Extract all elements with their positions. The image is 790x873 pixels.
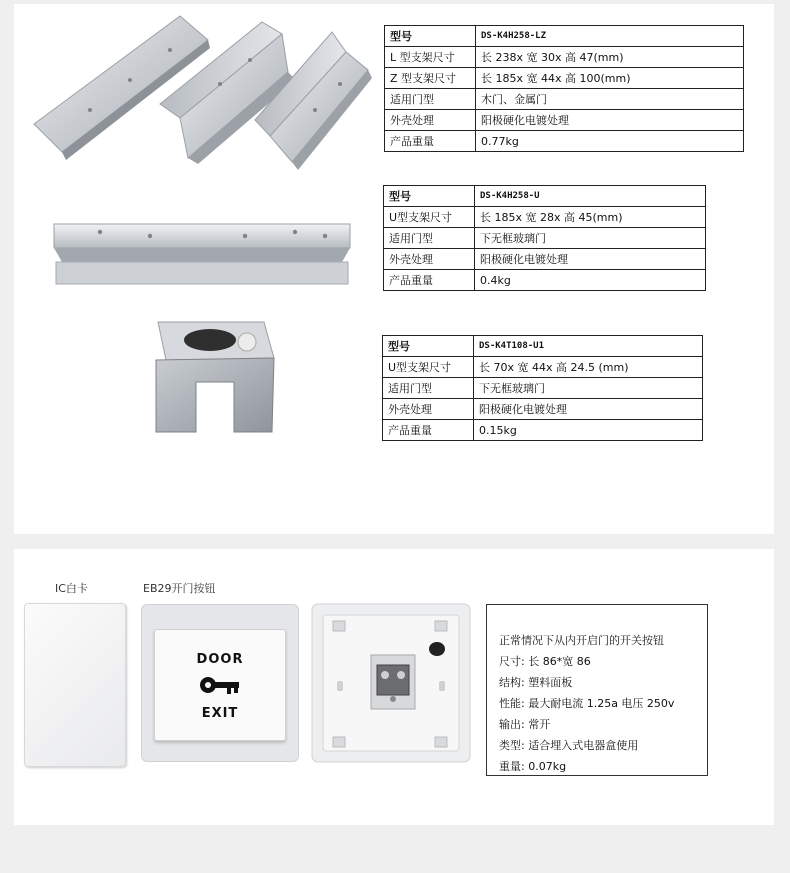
card-caption: IC白卡: [55, 582, 88, 595]
spec-table-u1: 型号 DS-K4T108-U1 U型支架尺寸 长 70x 宽 44x 高 24.5 (mm) 适用门型 下无框玻璃门 外壳处理 阳极硬化电镀处理 产品重量 0.15kg: [382, 335, 703, 441]
description-line: 正常情况下从内开启门的开关按钮: [499, 634, 664, 647]
description-line: 类型: 适合埋入式电器盒使用: [499, 739, 639, 752]
button-caption: EB29开门按钮: [143, 582, 216, 595]
button-face: [154, 629, 286, 741]
ic-card-image: [24, 603, 126, 767]
description-line: 性能: 最大耐电流 1.25a 电压 250v: [499, 697, 675, 710]
key-icon: [199, 674, 241, 696]
description-line: 输出: 常开: [499, 718, 551, 731]
exit-button-front-image: [141, 604, 299, 762]
spec-table-u: 型号 DS-K4H258-U U型支架尺寸 长 185x 宽 28x 高 45(mm) 适用门型 下无框玻璃门 外壳处理 阳极硬化电镀处理 产品重量 0.4kg: [383, 185, 706, 291]
exit-label: EXIT: [201, 706, 239, 721]
button-description: [486, 604, 708, 776]
exit-button-back-image: [311, 603, 471, 763]
description-line: 结构: 塑料面板: [499, 676, 573, 689]
description-line: 尺寸: 长 86*宽 86: [499, 655, 591, 668]
small-u-bracket-image: [152, 318, 277, 436]
description-line: 重量: 0.07kg: [499, 760, 567, 773]
door-label: DOOR: [196, 652, 244, 667]
u-bracket-image: [50, 218, 355, 290]
spec-table-lz: 型号 DS-K4H258-LZ L 型支架尺寸 长 238x 宽 30x 高 47(mm) Z 型支架尺寸 长 185x 宽 44x 高 100(mm) 适用门型 木门、金属门 外壳处理 阳极硬化电镀处理 产品重量 0.77kg: [384, 25, 744, 152]
lz-bracket-image: [30, 12, 375, 172]
